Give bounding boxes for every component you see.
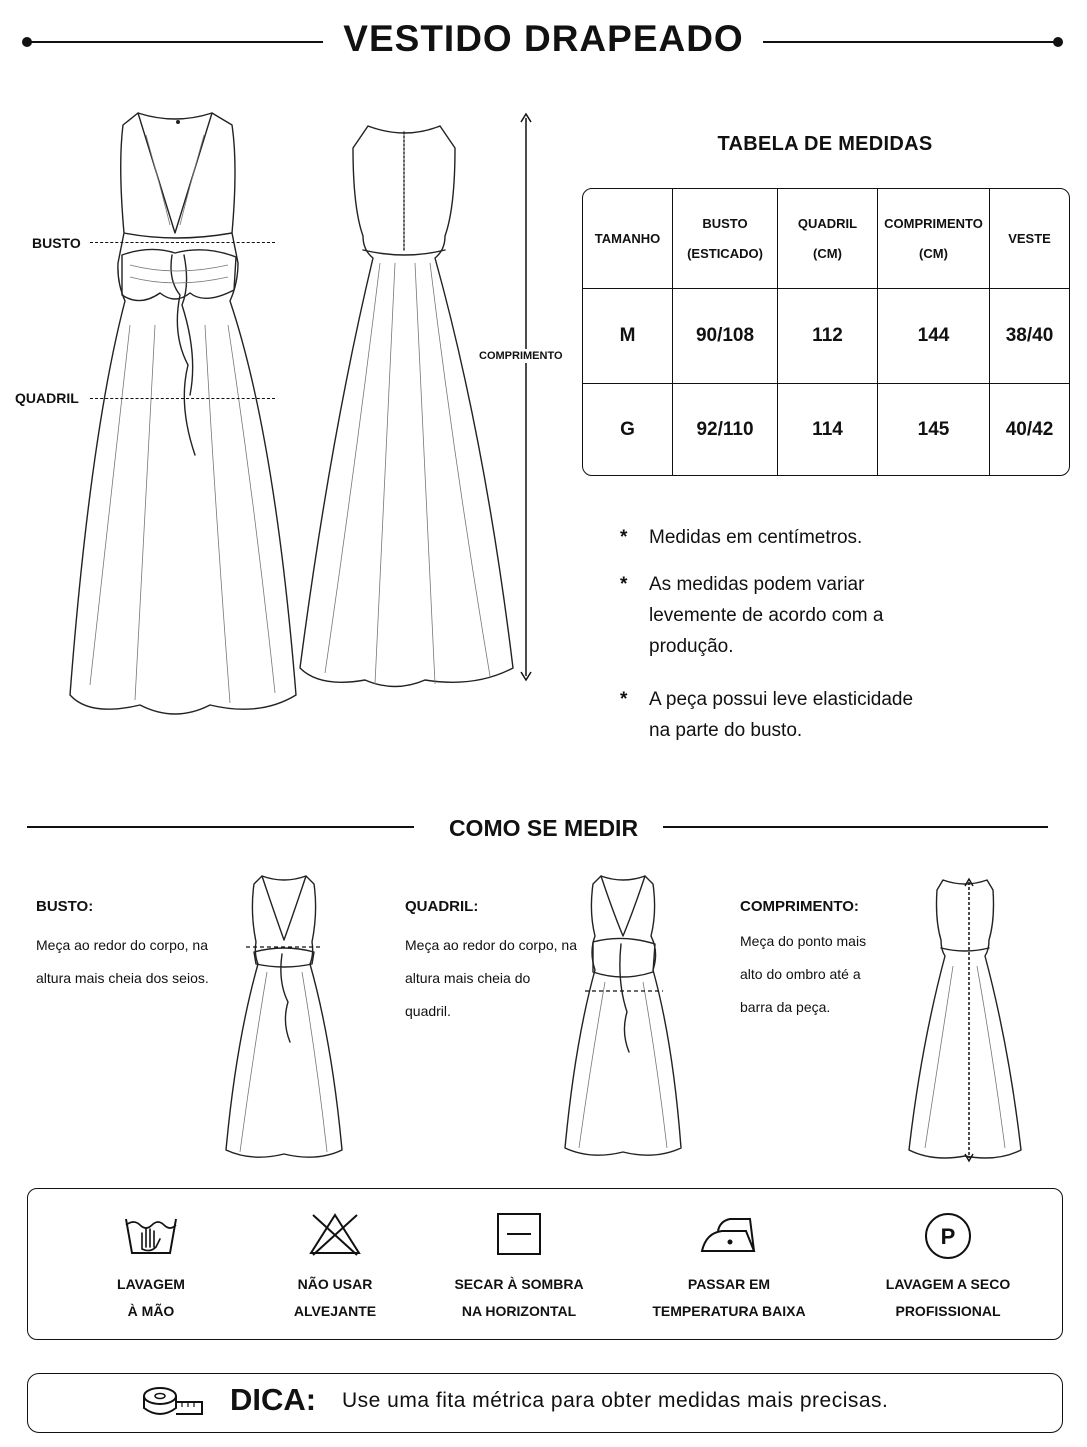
measure-heading-hip: QUADRIL: [405,898,479,915]
note-bullet: * [620,527,628,548]
dress-front-sketch [60,105,305,725]
table-cell: 40/42 [1005,418,1054,440]
note-bullet: * [620,689,628,710]
iron-low-icon [698,1211,760,1257]
care-label: PROFISSIONAL [895,1303,1001,1319]
tip-box [27,1373,1063,1433]
dress-hip-sketch [563,872,683,1162]
note-bullet: * [620,574,628,595]
care-label: NÃO USAR [297,1276,373,1292]
table-header-row [583,189,1069,289]
header-dot-right [1053,37,1063,47]
care-label: À MÃO [127,1303,175,1319]
dress-bust-sketch [222,872,346,1164]
dry-flat-shade-icon [495,1211,543,1257]
header-hip: QUADRIL (CM) [778,189,878,289]
table-cell: 145 [878,384,990,475]
note-text: Medidas em centímetros. [649,527,863,548]
table-row [583,384,1069,475]
table-row [583,289,1069,384]
size-table [582,188,1070,476]
how-to-measure-title: COMO SE MEDIR [448,815,639,841]
care-label: LAVAGEM [117,1276,185,1292]
note-text: A peça possui leve elasticidade na parte do busto. [649,689,914,741]
dress-back-sketch [295,118,520,693]
page-title: VESTIDO DRAPEADO [343,18,744,59]
table-cell: 92/110 [673,384,778,475]
bust-label: BUSTO [32,235,81,251]
hip-label: QUADRIL [15,390,79,406]
care-label: PASSAR EM [687,1276,771,1292]
table-cell: M [583,289,673,384]
care-item-dry-shade [419,1189,619,1325]
care-item-no-bleach [235,1189,435,1325]
header-fit: VESTE [990,189,1069,289]
care-item-dry-clean [848,1189,1048,1325]
bust-dashed-line [90,242,275,243]
care-label: ALVEJANTE [293,1303,377,1319]
header-length: COMPRIMENTO (CM) [878,189,990,289]
note-text: As medidas podem variar levemente de acordo com a produção. [649,574,884,657]
header-bust: BUSTO (ESTICADO) [673,189,778,289]
dry-clean-p-icon [923,1211,973,1261]
length-arrow [518,112,534,682]
measure-heading-length: COMPRIMENTO: [740,898,859,915]
care-label: SECAR À SOMBRA [454,1276,584,1292]
care-item-iron-low [629,1189,829,1325]
tip-text: Use uma fita métrica para obter medidas mais precisas. [342,1389,889,1412]
tip-label: DICA: [230,1382,317,1417]
dress-length-sketch [905,876,1025,1164]
header-size: TAMANHO [583,189,673,289]
table-cell: 112 [778,289,878,384]
care-label: NA HORIZONTAL [461,1303,577,1319]
measure-text-hip: Meça ao redor do corpo, na altura mais cheia do quadril. [405,937,577,1019]
length-label: COMPRIMENTO [479,350,563,362]
hand-wash-icon [122,1211,180,1257]
size-table-title: TABELA DE MEDIDAS [717,133,933,155]
table-cell: 90/108 [673,289,778,384]
table-cell: 114 [778,384,878,475]
no-bleach-icon [307,1211,363,1257]
measure-text-bust: Meça ao redor do corpo, na altura mais cheia dos seios. [36,937,209,986]
care-label: TEMPERATURA BAIXA [652,1303,806,1319]
table-cell: 144 [878,289,990,384]
measure-heading-bust: BUSTO: [36,898,94,915]
section-rule-right [663,826,1048,828]
care-label: LAVAGEM A SECO [885,1276,1011,1292]
care-instructions-box [27,1188,1063,1340]
header-rule-right [763,41,1058,43]
measure-text-length: Meça do ponto mais alto do ombro até a barra da peça. [740,933,867,1015]
measuring-tape-icon [140,1384,206,1422]
hip-dashed-line [90,398,275,399]
table-cell: G [583,384,673,475]
care-item-hand-wash [51,1189,251,1325]
dry-clean-letter: P [940,1224,956,1249]
table-cell: 38/40 [990,289,1069,384]
